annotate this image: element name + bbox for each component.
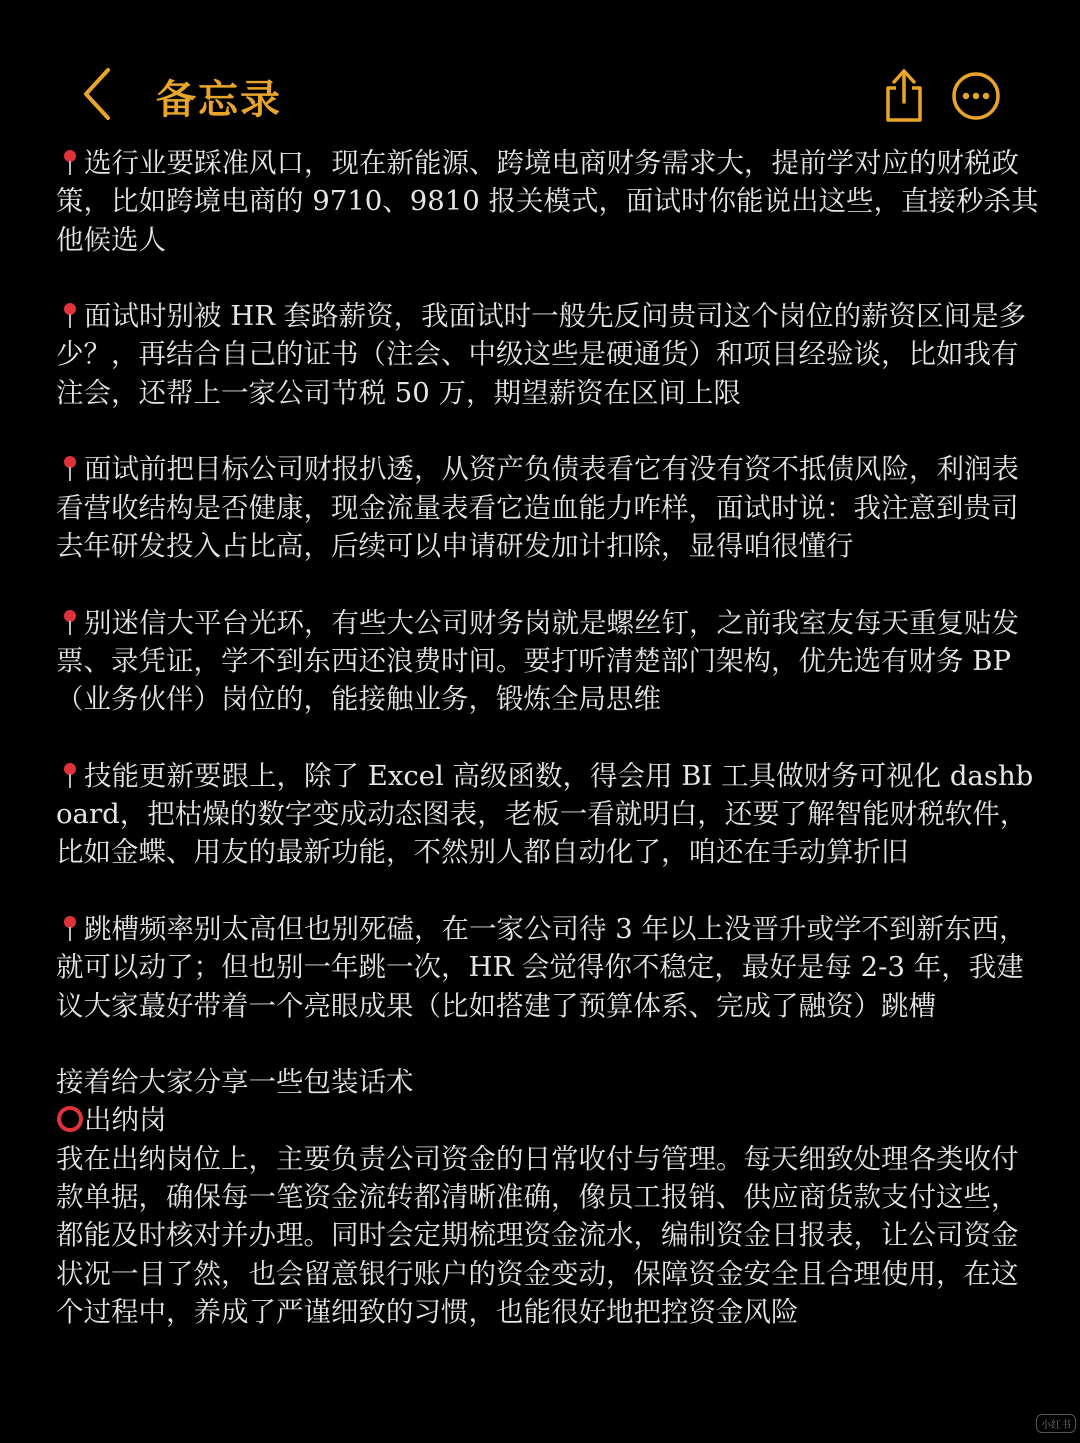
page-title: 备忘录 [156, 77, 282, 123]
section-heading [56, 1101, 1040, 1139]
paragraph-text: 别迷信大平台光环，有些大公司财务岗就是螺丝钉，之前我室友每天重复贴发票、录凭证，学不到东西还浪费时间。要打听清楚部门架构，优先选有财务 BP（业务伙伴）岗位的，能接触业务，锻炼全局思维 [56, 606, 1019, 716]
pin-icon [56, 454, 84, 482]
back-button[interactable] [78, 66, 118, 122]
share-icon [882, 66, 926, 124]
section-heading-text: 出纳岗 [84, 1104, 167, 1137]
pin-icon [56, 301, 84, 329]
paragraph-text: 选行业要踩准风口，现在新能源、跨境电商财务需求大，提前学对应的财税政策，比如跨境电商的 9710、9810 报关模式，面试时你能说出这些，直接秒杀其他候选人 [56, 147, 1039, 256]
section-intro: 接着给大家分享一些包装话术 [56, 1066, 414, 1099]
paragraph-text: 技能更新要跟上，除了 Excel 高级函数，得会用 BI 工具做财务可视化 dashboard，把枯燥的数字变成动态图表，老板一看就明白，还要了解智能财税软件，比如金蝶、用友的最新功能，不然别人都自动化了，咱还在手动算折旧 [56, 759, 1034, 869]
list-item [56, 297, 1040, 412]
list-item [56, 450, 1040, 565]
list-item [56, 604, 1040, 719]
section-body: 我在出纳岗位上，主要负责公司资金的日常收付与管理。每天细致处理各类收付款单据，确保每一笔资金流转都清晰准确，像员工报销、供应商货款支付这些，都能及时核对并办理。同时会定期梳理资金流水，编制资金日报表，让公司资金状况一目了然，也会留意银行账户的资金变动，保障资金安全且合理使用，在这个过程中，养成了严谨细致的习惯，也能很好地把控资金风险 [56, 1142, 1019, 1328]
list-item [56, 910, 1040, 1025]
more-button[interactable] [950, 70, 1002, 122]
red-circle-icon [56, 1105, 84, 1133]
list-item [56, 757, 1040, 872]
watermark: 小红书 [1036, 1414, 1076, 1433]
pin-icon [56, 608, 84, 636]
navigation-bar [0, 0, 1080, 150]
pin-icon [56, 914, 84, 942]
note-body[interactable] [56, 144, 1040, 1331]
pin-icon [56, 761, 84, 789]
ellipsis-icon [950, 70, 1002, 122]
pin-icon [56, 148, 84, 176]
share-button[interactable] [882, 66, 926, 124]
list-item [56, 144, 1040, 259]
paragraph-text: 面试时别被 HR 套路薪资，我面试时一般先反问贵司这个岗位的薪资区间是多少？，再结合自己的证书（注会、中级这些是硬通货）和项目经验谈，比如我有注会，还帮上一家公司节税 50 万，期望薪资在区间上限 [56, 300, 1027, 409]
paragraph-text: 面试前把目标公司财报扒透，从资产负债表看它有没有资不抵债风险，利润表看营收结构是否健康，现金流量表看它造血能力咋样，面试时说：我注意到贵司去年研发投入占比高，后续可以申请研发加计扣除，显得咱很懂行 [56, 453, 1019, 562]
paragraph-text: 跳槽频率别太高但也别死磕，在一家公司待 3 年以上没晋升或学不到新东西，就可以动了；但也别一年跳一次，HR 会觉得你不稳定，最好是每 2-3 年，我建议大家蕞好带着一个亮眼成果（比如搭建了预算体系、完成了融资）跳槽 [56, 912, 1027, 1022]
chevron-left-icon [78, 66, 118, 122]
